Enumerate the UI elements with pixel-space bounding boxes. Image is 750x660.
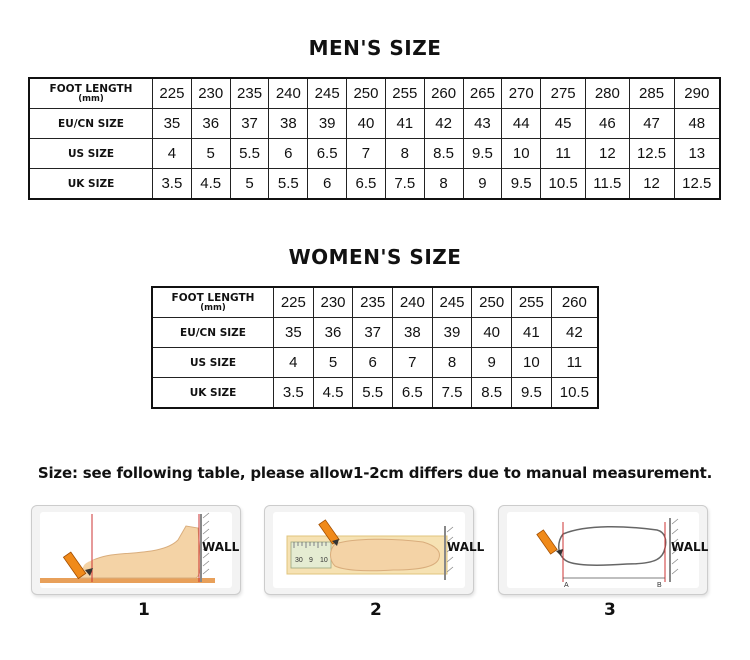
size-cell: 8.5 — [472, 378, 512, 409]
foot-length-cell: 240 — [393, 287, 433, 318]
ruler-mark-30: 30 — [295, 557, 303, 564]
size-cell: 7 — [347, 139, 386, 169]
size-cell: 11 — [541, 139, 586, 169]
size-cell: 41 — [512, 318, 552, 348]
size-cell: 5 — [313, 348, 353, 378]
size-cell: 11 — [551, 348, 598, 378]
size-cell: 38 — [269, 109, 308, 139]
size-cell: 8.5 — [424, 139, 463, 169]
size-cell: 45 — [541, 109, 586, 139]
size-cell: 37 — [230, 109, 269, 139]
size-row — [152, 378, 598, 409]
foot-length-label — [152, 287, 274, 318]
size-cell: 8 — [424, 169, 463, 200]
foot-length-cell: 245 — [432, 287, 472, 318]
size-cell: 3.5 — [274, 378, 314, 409]
size-cell: 10 — [502, 139, 541, 169]
foot-length-cell: 275 — [541, 78, 586, 109]
size-cell: 35 — [274, 318, 314, 348]
measurement-note: Size: see following table, please allow1-2cm differs due to manual measurement. — [37, 464, 713, 482]
size-cell: 5 — [230, 169, 269, 200]
size-cell: 3.5 — [153, 169, 192, 200]
size-cell: 5.5 — [353, 378, 393, 409]
step-number-1: 1 — [138, 600, 150, 620]
foot-length-cell: 285 — [629, 78, 674, 109]
size-cell: 6 — [308, 169, 347, 200]
measure-step-2-panel — [264, 505, 485, 595]
size-cell: 6.5 — [347, 169, 386, 200]
size-cell: 12.5 — [629, 139, 674, 169]
size-row — [152, 348, 598, 378]
size-row — [29, 169, 720, 200]
size-cell: 6 — [353, 348, 393, 378]
foot-length-cell: 225 — [274, 287, 314, 318]
size-cell: 9 — [463, 169, 502, 200]
measure-step-1-panel — [31, 505, 241, 595]
size-cell: 40 — [472, 318, 512, 348]
size-cell: 42 — [424, 109, 463, 139]
foot-length-cell: 235 — [353, 287, 393, 318]
row-label: US SIZE — [29, 139, 153, 169]
size-row — [29, 139, 720, 169]
row-label: US SIZE — [152, 348, 274, 378]
size-cell: 13 — [674, 139, 720, 169]
womens-size-title: WOMEN'S SIZE — [288, 245, 462, 269]
size-cell: 5 — [191, 139, 230, 169]
size-cell: 40 — [347, 109, 386, 139]
size-cell: 7.5 — [385, 169, 424, 200]
size-cell: 47 — [629, 109, 674, 139]
foot-length-cell: 230 — [313, 287, 353, 318]
row-label: UK SIZE — [29, 169, 153, 200]
size-cell: 9.5 — [463, 139, 502, 169]
wall-label-2: WALL — [447, 540, 485, 554]
size-cell: 9 — [472, 348, 512, 378]
size-cell: 42 — [551, 318, 598, 348]
size-cell: 36 — [191, 109, 230, 139]
foot-length-row — [29, 78, 720, 109]
foot-length-cell: 265 — [463, 78, 502, 109]
size-cell: 5.5 — [269, 169, 308, 200]
size-cell: 4.5 — [191, 169, 230, 200]
point-label-a: A — [564, 582, 569, 589]
step-number-2: 2 — [370, 600, 382, 620]
size-cell: 6.5 — [308, 139, 347, 169]
foot-length-unit: (mm) — [78, 93, 104, 104]
size-cell: 9.5 — [502, 169, 541, 200]
row-label: UK SIZE — [152, 378, 274, 409]
size-cell: 48 — [674, 109, 720, 139]
size-cell: 44 — [502, 109, 541, 139]
foot-length-cell: 240 — [269, 78, 308, 109]
size-cell: 38 — [393, 318, 433, 348]
foot-length-cell: 260 — [424, 78, 463, 109]
foot-length-cell: 290 — [674, 78, 720, 109]
size-cell: 4.5 — [313, 378, 353, 409]
step-number-3: 3 — [604, 600, 616, 620]
size-cell: 12.5 — [674, 169, 720, 200]
size-cell: 9.5 — [512, 378, 552, 409]
size-cell: 11.5 — [586, 169, 629, 200]
mens-size-title: MEN'S SIZE — [308, 36, 442, 60]
foot-length-cell: 225 — [153, 78, 192, 109]
row-label: EU/CN SIZE — [152, 318, 274, 348]
size-cell: 46 — [586, 109, 629, 139]
foot-length-cell: 250 — [347, 78, 386, 109]
size-cell: 4 — [153, 139, 192, 169]
point-label-b: B — [657, 582, 662, 589]
row-label: EU/CN SIZE — [29, 109, 153, 139]
size-cell: 37 — [353, 318, 393, 348]
foot-length-label-line1: FOOT LENGTH — [49, 82, 133, 95]
size-cell: 7.5 — [432, 378, 472, 409]
ruler-mark-10: 10 — [320, 557, 328, 564]
foot-length-cell: 230 — [191, 78, 230, 109]
foot-length-cell: 250 — [472, 287, 512, 318]
womens-size-table — [151, 286, 599, 409]
size-cell: 10 — [512, 348, 552, 378]
size-cell: 10.5 — [551, 378, 598, 409]
foot-length-cell: 280 — [586, 78, 629, 109]
ruler-mark-9: 9 — [309, 557, 313, 564]
measure-step-3-panel — [498, 505, 708, 595]
size-cell: 12 — [629, 169, 674, 200]
size-cell: 12 — [586, 139, 629, 169]
foot-length-cell: 245 — [308, 78, 347, 109]
foot-length-cell: 260 — [551, 287, 598, 318]
size-cell: 8 — [385, 139, 424, 169]
size-cell: 39 — [308, 109, 347, 139]
foot-length-cell: 255 — [385, 78, 424, 109]
foot-length-label-line1: FOOT LENGTH — [171, 291, 255, 304]
foot-length-row — [152, 287, 598, 318]
size-cell: 43 — [463, 109, 502, 139]
size-cell: 39 — [432, 318, 472, 348]
size-cell: 10.5 — [541, 169, 586, 200]
size-row — [29, 109, 720, 139]
wall-label-3: WALL — [671, 540, 709, 554]
size-cell: 6.5 — [393, 378, 433, 409]
size-row — [152, 318, 598, 348]
foot-length-cell: 255 — [512, 287, 552, 318]
foot-length-label — [29, 78, 153, 109]
size-cell: 41 — [385, 109, 424, 139]
size-cell: 4 — [274, 348, 314, 378]
foot-top-ruler-illustration — [273, 512, 465, 588]
size-cell: 7 — [393, 348, 433, 378]
size-cell: 8 — [432, 348, 472, 378]
size-cell: 6 — [269, 139, 308, 169]
foot-length-cell: 235 — [230, 78, 269, 109]
mens-size-table — [28, 77, 721, 200]
foot-length-unit: (mm) — [200, 302, 226, 313]
size-cell: 36 — [313, 318, 353, 348]
size-cell: 5.5 — [230, 139, 269, 169]
size-cell: 35 — [153, 109, 192, 139]
foot-length-cell: 270 — [502, 78, 541, 109]
wall-label-1: WALL — [202, 540, 240, 554]
